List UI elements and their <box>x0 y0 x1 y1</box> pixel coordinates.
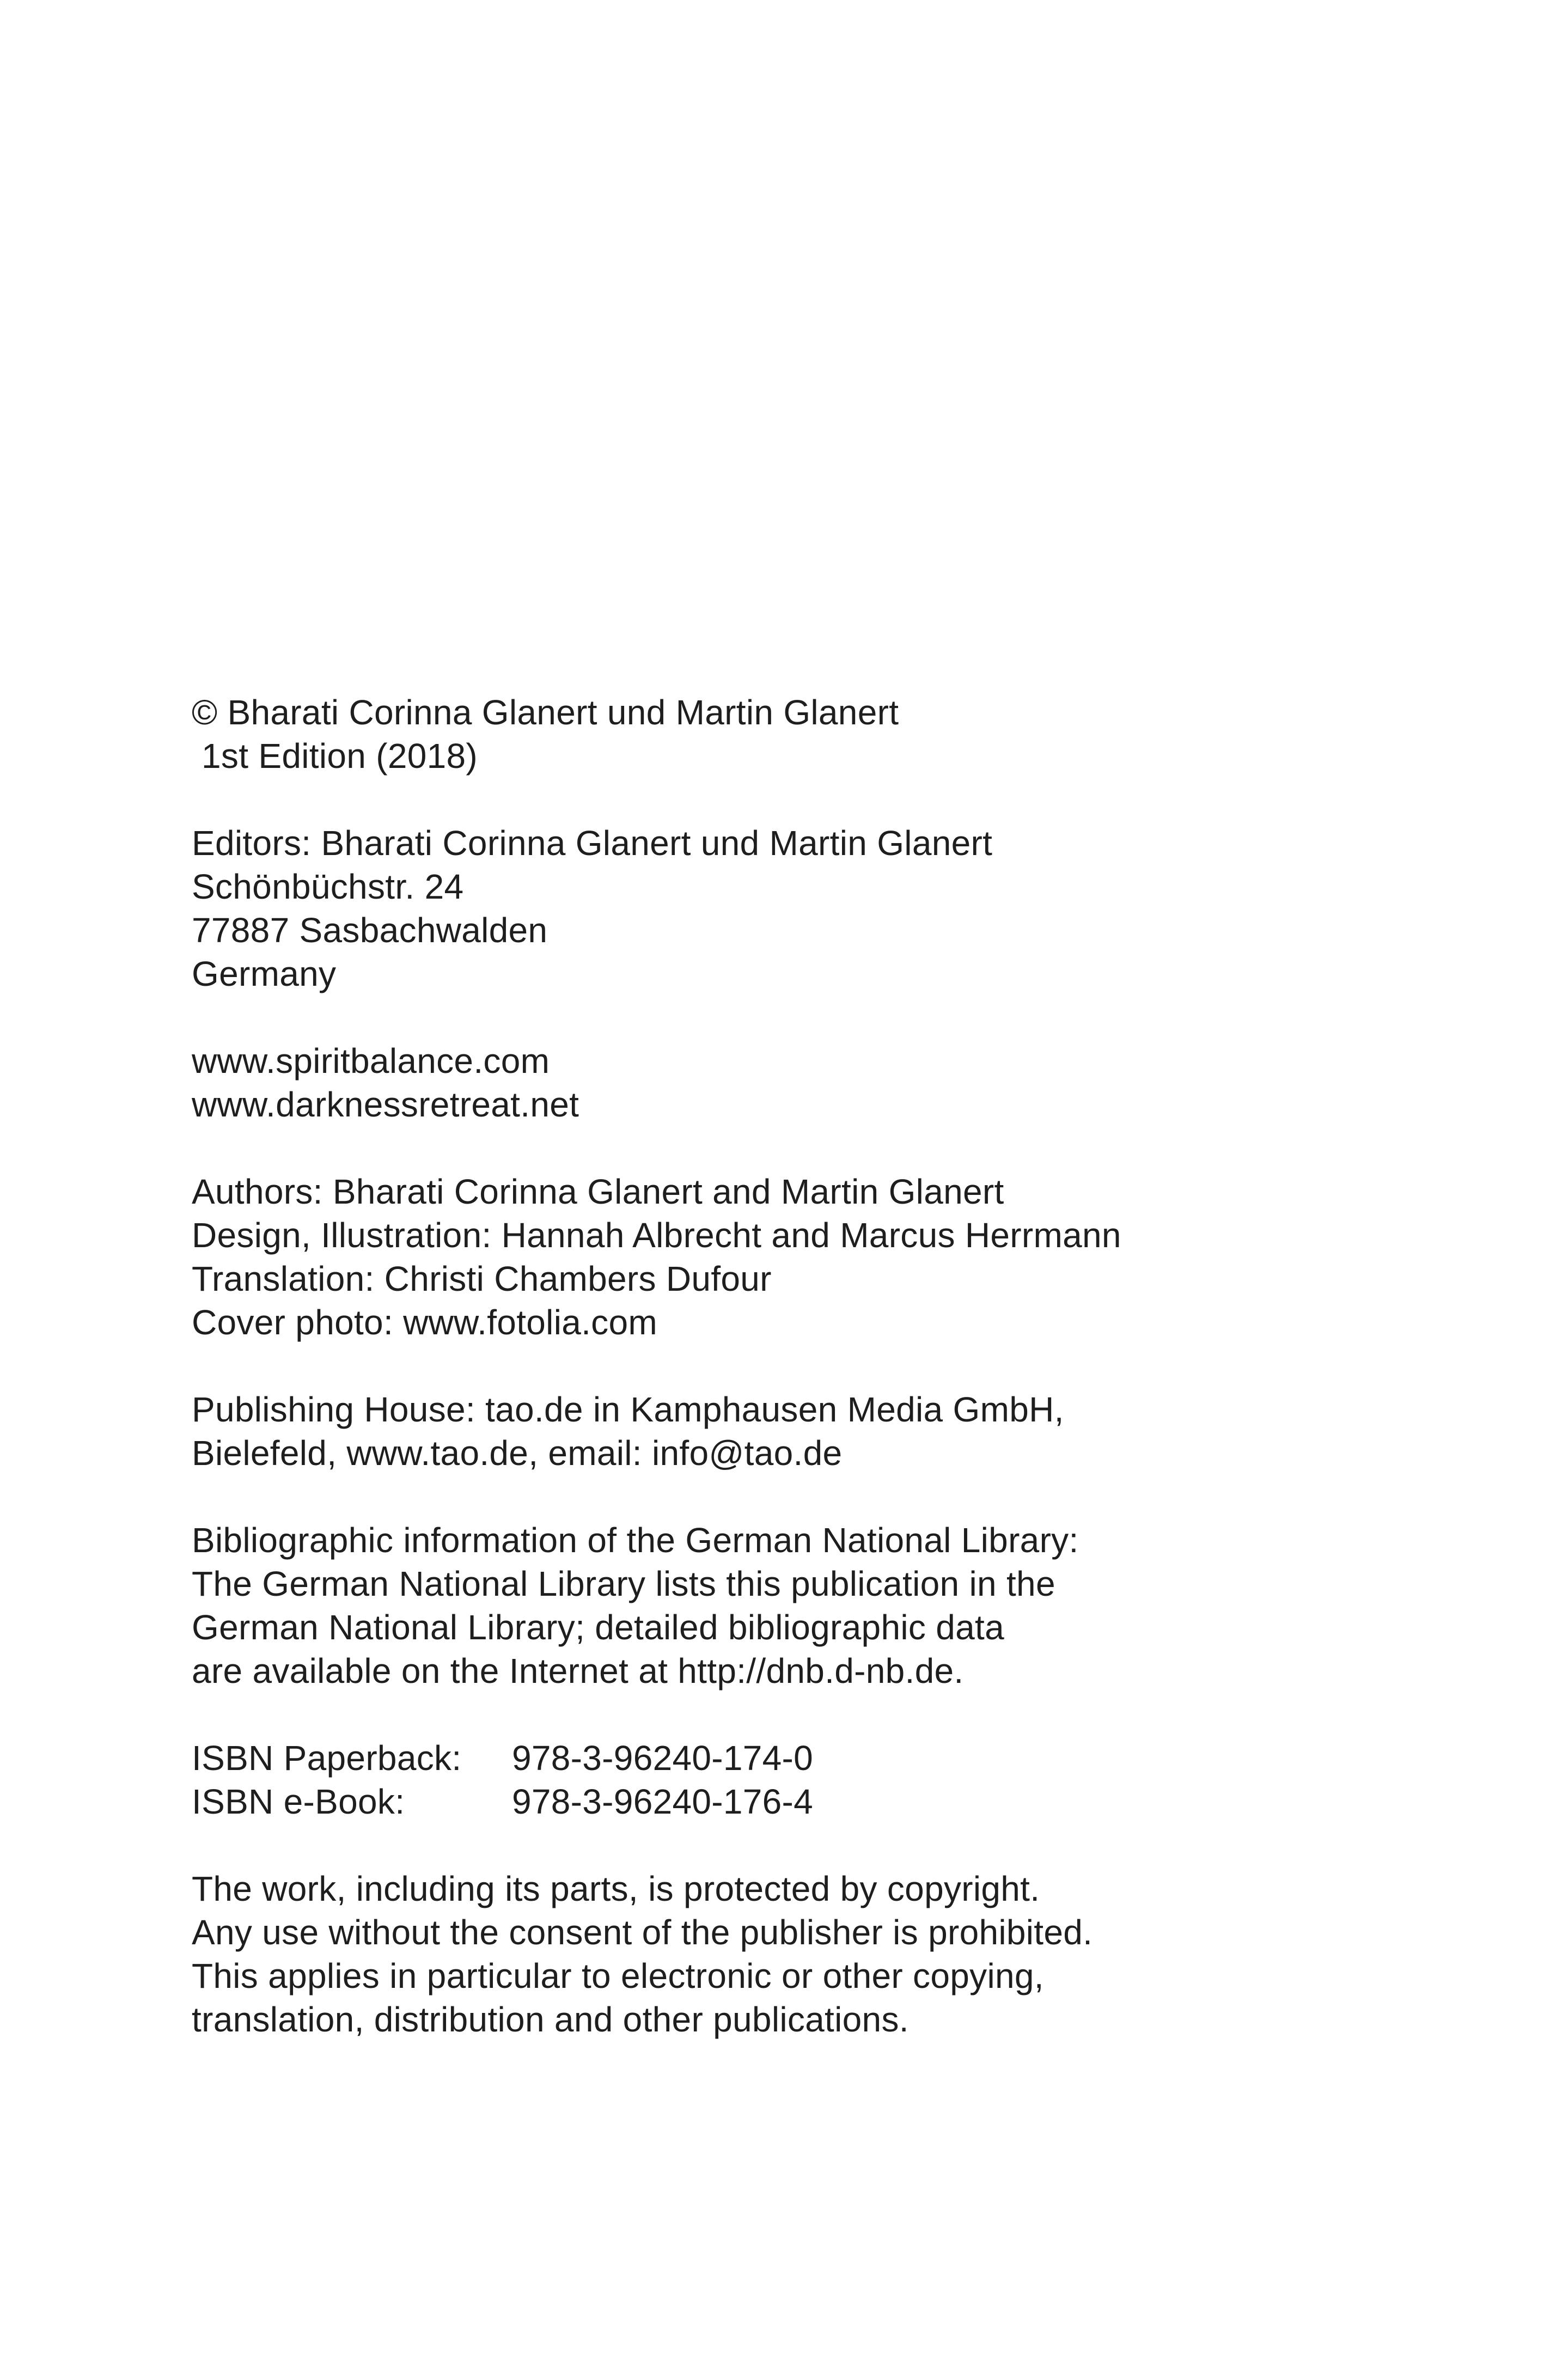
websites-block <box>192 1039 1444 1126</box>
city-address: 77887 Sasbachwalden <box>192 911 548 950</box>
copyright-holder: © Bharati Corinna Glanert und Martin Glanert <box>192 693 899 732</box>
bibliographic-line-3: German National Library; detailed bibliographic data <box>192 1608 1005 1647</box>
design-line: Design, Illustration: Hannah Albrecht and Marcus Herrmann <box>192 1216 1121 1255</box>
edition-line: 1st Edition (2018) <box>202 736 478 776</box>
publisher-block <box>192 1388 1444 1475</box>
publisher-line-1: Publishing House: tao.de in Kamphausen Media GmbH, <box>192 1390 1064 1429</box>
country-address: Germany <box>192 954 337 993</box>
cover-photo-line: Cover photo: www.fotolia.com <box>192 1303 657 1342</box>
translation-line: Translation: Christi Chambers Dufour <box>192 1259 772 1298</box>
bibliographic-line-4: are available on the Internet at http://dnb.d-nb.de. <box>192 1651 964 1691</box>
editors-line: Editors: Bharati Corinna Glanert und Martin Glanert <box>192 823 993 863</box>
credits-block <box>192 1170 1444 1344</box>
bibliographic-block <box>192 1518 1444 1693</box>
isbn-paperback-value: 978-3-96240-174-0 <box>512 1738 814 1778</box>
website-spiritbalance: www.spiritbalance.com <box>192 1041 550 1081</box>
rights-line-1: The work, including its parts, is protected by copyright. <box>192 1869 1040 1908</box>
bibliographic-line-1: Bibliographic information of the German National Library: <box>192 1521 1079 1560</box>
website-darknessretreat: www.darknessretreat.net <box>192 1085 579 1124</box>
rights-line-3: This applies in particular to electronic or other copying, <box>192 1956 1044 1995</box>
isbn-ebook-row <box>192 1780 1444 1823</box>
authors-line: Authors: Bharati Corinna Glanert and Martin Glanert <box>192 1172 1004 1211</box>
isbn-paperback-row <box>192 1736 1444 1780</box>
copyright-block <box>192 691 1444 778</box>
bibliographic-line-2: The German National Library lists this publication in the <box>192 1564 1055 1603</box>
rights-line-4: translation, distribution and other publications. <box>192 2000 909 2039</box>
isbn-paperback-label: ISBN Paperback: <box>192 1738 462 1778</box>
isbn-block <box>192 1736 1444 1823</box>
isbn-ebook-value: 978-3-96240-176-4 <box>512 1782 814 1821</box>
imprint-page <box>192 691 1444 2041</box>
isbn-ebook-label: ISBN e-Book: <box>192 1782 405 1821</box>
rights-block <box>192 1867 1444 2041</box>
publisher-line-2: Bielefeld, www.tao.de, email: info@tao.de <box>192 1433 843 1473</box>
street-address: Schönbüchstr. 24 <box>192 867 464 906</box>
editors-block <box>192 821 1444 996</box>
rights-line-2: Any use without the consent of the publisher is prohibited. <box>192 1913 1093 1952</box>
